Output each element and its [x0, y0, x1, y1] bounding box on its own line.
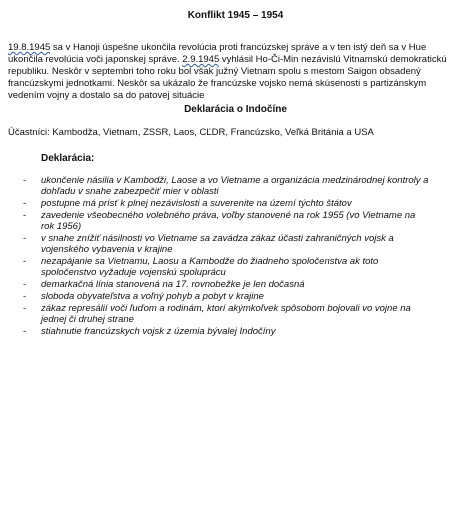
list-bullet: -	[23, 233, 27, 244]
list-item	[0, 256, 431, 278]
section-title: Deklarácia o Indočíne	[184, 104, 287, 115]
list-item-text: v snahe znížiť násilnosti vo Vietname sa zavádza zákaz účasti zahraničných vojsk a vojenského vybavenia v krajine	[41, 233, 394, 255]
list-item-text: nezapájanie sa Vietnamu, Laosu a Kambodže do žiadneho spoločenstva ak toto spoločenstvo vyžaduje vojenskú spoluprácu	[41, 256, 379, 278]
list-bullet: -	[23, 256, 27, 267]
list-item	[0, 198, 431, 209]
list-item-text: stiahnutie francúzskych vojsk z územia bývalej Indočíny	[41, 326, 276, 337]
list-bullet: -	[23, 198, 27, 209]
list-item	[0, 291, 431, 302]
list-item	[0, 175, 431, 197]
list-item-text: zákaz represálií voči ľuďom a rodinám, ktorí akýmkoľvek spôsobom bojovali vo vojne na jednej či druhej strane	[41, 303, 411, 325]
list-item	[0, 279, 431, 290]
list-item	[0, 303, 431, 325]
list-item	[0, 233, 431, 255]
list-bullet: -	[23, 210, 27, 221]
intro-text-2: vyhlásil Ho-Či-Min nezávislú Vitnamskú demokratickú republiku. Neskôr v septembri toho roku bol však južný Vietnam spolu s mestom Saigon obsadený francúzskymi jednotkami. Neskôr sa ukázalo že francúzske vojsko nemá skúsenosti s partizánskym vedením vojny a dostalo sa do patovej situácie	[8, 54, 447, 101]
intro-date-1: 19.8.1945	[8, 42, 51, 53]
list-bullet: -	[23, 303, 27, 314]
declaration-heading: Deklarácia:	[41, 153, 95, 164]
list-item-text: zavedenie všeobecného volebného práva, voľby stanovené na rok 1955 (vo Vietname na rok 1956)	[41, 210, 416, 232]
intro-date-2: 2.9.1945	[182, 54, 220, 65]
list-item-text: sloboda obyvateľstva a voľný pohyb a pobyt v krajine	[41, 291, 264, 302]
list-item-text: demarkačná línia stanovená na 17. rovnobežke je len dočasná	[41, 279, 305, 290]
declaration-list	[0, 175, 471, 338]
list-item-text: ukončenie násilia v Kambodži, Laose a vo Vietname a organizácia medzinárodnej kontroly a dohľadu v snahe zabezpečiť mier v oblasti	[41, 175, 429, 197]
document-title: Konflikt 1945 – 1954	[187, 10, 284, 21]
intro-text-1: sa v Hanoji úspešne ukončila revolúcia proti francúzskej správe a v ten istý deň sa v Hue ukončila revolúcia voči japonskej správe.	[8, 42, 427, 65]
intro-paragraph	[8, 42, 456, 102]
list-bullet: -	[23, 326, 27, 337]
list-bullet: -	[23, 175, 27, 186]
list-item	[0, 210, 431, 232]
participants-line: Účastníci: Kambodža, Vietnam, ZSSR, Laos, CĽDR, Francúzsko, Veľká Británia a USA	[8, 127, 374, 138]
list-item-text: postupne má prísť k plnej nezávislosti a suverenite na území týchto štátov	[41, 198, 352, 209]
list-item	[0, 326, 431, 337]
list-bullet: -	[23, 291, 27, 302]
list-bullet: -	[23, 279, 27, 290]
